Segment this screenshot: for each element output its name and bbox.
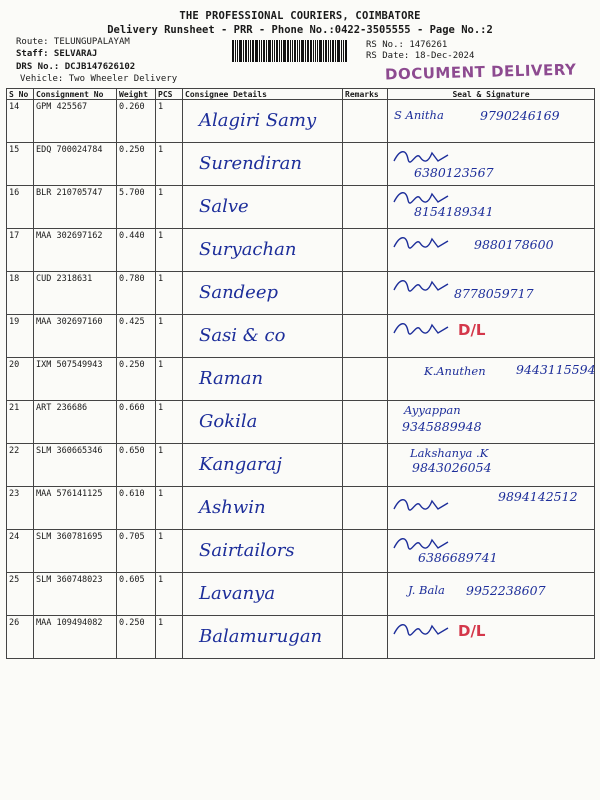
barcode-bar — [266, 40, 267, 62]
barcode-bar — [250, 40, 251, 62]
cell-consignee — [183, 272, 343, 315]
signature-name: Lakshanya .K — [410, 446, 489, 460]
cell-sno: 22 — [7, 444, 34, 487]
cell-consignee — [183, 487, 343, 530]
dl-mark: D/L — [458, 622, 486, 640]
consignee-handwritten-name: Salve — [199, 196, 249, 217]
barcode-bar — [283, 40, 286, 62]
barcode-bar — [239, 40, 242, 62]
table-header-row — [7, 89, 595, 100]
barcode-bar — [328, 40, 329, 62]
route-label: Route: TELUNGUPALAYAM — [16, 37, 130, 47]
barcode-bar — [332, 40, 334, 62]
table-row — [7, 143, 595, 186]
cell-weight: 5.700 — [117, 186, 156, 229]
barcode-bar — [305, 40, 306, 62]
barcode-bar — [245, 40, 247, 62]
cell-consignee — [183, 573, 343, 616]
cell-consignment-no: GPM 425567 — [34, 100, 117, 143]
receiver-phone: 9790246169 — [480, 108, 560, 123]
cell-remarks — [343, 487, 388, 530]
cell-seal-signature — [388, 272, 595, 315]
barcode-bar — [248, 40, 249, 62]
cell-sno: 16 — [7, 186, 34, 229]
cell-weight: 0.650 — [117, 444, 156, 487]
cell-consignee — [183, 186, 343, 229]
cell-pcs: 1 — [156, 530, 183, 573]
runsheet-subtitle: Delivery Runsheet - PRR - Phone No.:0422-3505555 - Page No.:2 — [107, 24, 493, 36]
barcode-bar — [237, 40, 238, 62]
cell-consignee — [183, 315, 343, 358]
consignee-handwritten-name: Lavanya — [199, 583, 276, 604]
receiver-phone: 9345889948 — [402, 419, 482, 434]
cell-seal-signature — [388, 143, 595, 186]
barcode-bar — [263, 40, 265, 62]
col-remarks-header: Remarks — [343, 89, 388, 100]
signature-name: S Anitha — [394, 108, 444, 122]
barcode-bar — [292, 40, 293, 62]
table-row — [7, 100, 595, 143]
cell-consignment-no: IXM 507549943 — [34, 358, 117, 401]
signature-scribble — [392, 147, 452, 167]
col-signature-header: Seal & Signature — [388, 89, 595, 100]
rs-number: RS No.: 1476261 — [366, 40, 448, 50]
signature-name: J. Bala — [408, 583, 445, 597]
table-row — [7, 444, 595, 487]
cell-sno: 25 — [7, 573, 34, 616]
barcode-bar — [313, 40, 314, 62]
cell-consignment-no: CUD 2318631 — [34, 272, 117, 315]
rs-date: RS Date: 18-Dec-2024 — [366, 51, 475, 61]
cell-remarks — [343, 315, 388, 358]
cell-seal-signature — [388, 530, 595, 573]
cell-seal-signature — [388, 186, 595, 229]
barcode-bar — [276, 40, 278, 62]
barcode-bar — [301, 40, 304, 62]
consignee-handwritten-name: Kangaraj — [199, 454, 282, 475]
signature-scribble — [392, 233, 452, 253]
barcode-bar — [299, 40, 300, 62]
cell-seal-signature — [388, 229, 595, 272]
table-row — [7, 272, 595, 315]
col-consignee-header: Consignee Details — [183, 89, 343, 100]
page-title: THE PROFESSIONAL COURIERS, COIMBATORE — [179, 10, 421, 22]
cell-consignee — [183, 358, 343, 401]
cell-consignment-no: MAA 109494082 — [34, 616, 117, 659]
signature-scribble — [392, 495, 452, 515]
dl-mark: D/L — [458, 321, 486, 339]
cell-seal-signature — [388, 487, 595, 530]
consignee-handwritten-name: Sandeep — [199, 282, 279, 303]
barcode-bar — [345, 40, 347, 62]
barcode-bar — [307, 40, 309, 62]
cell-pcs: 1 — [156, 358, 183, 401]
cell-remarks — [343, 573, 388, 616]
barcode-bar — [294, 40, 296, 62]
receiver-phone: 6386689741 — [418, 550, 498, 565]
cell-remarks — [343, 444, 388, 487]
cell-consignment-no: MAA 302697160 — [34, 315, 117, 358]
cell-weight: 0.705 — [117, 530, 156, 573]
cell-weight: 0.780 — [117, 272, 156, 315]
cell-weight: 0.440 — [117, 229, 156, 272]
cell-sno: 14 — [7, 100, 34, 143]
cell-pcs: 1 — [156, 272, 183, 315]
staff-label: Staff: SELVARAJ — [16, 49, 98, 59]
barcode-bar — [279, 40, 280, 62]
barcode-bar — [255, 40, 258, 62]
cell-pcs: 1 — [156, 143, 183, 186]
cell-weight: 0.260 — [117, 100, 156, 143]
cell-sno: 21 — [7, 401, 34, 444]
barcode-bar — [325, 40, 327, 62]
barcode-bar — [290, 40, 291, 62]
col-weight-header: Weight — [117, 89, 156, 100]
barcode-bar — [297, 40, 298, 62]
barcode-bar — [274, 40, 275, 62]
col-sno-header: S No — [7, 89, 34, 100]
barcode-bar — [243, 40, 244, 62]
cell-consignee — [183, 100, 343, 143]
cell-pcs: 1 — [156, 487, 183, 530]
cell-remarks — [343, 616, 388, 659]
receiver-phone: 9843026054 — [412, 460, 492, 475]
barcode-bar — [315, 40, 316, 62]
barcode-bar — [287, 40, 289, 62]
receiver-phone: 6380123567 — [414, 165, 494, 180]
table-row — [7, 616, 595, 659]
cell-seal-signature — [388, 616, 595, 659]
cell-consignment-no: SLM 360665346 — [34, 444, 117, 487]
barcode-bar — [337, 40, 340, 62]
cell-weight: 0.610 — [117, 487, 156, 530]
cell-consignment-no: SLM 360748023 — [34, 573, 117, 616]
barcode-bar — [259, 40, 260, 62]
cell-consignment-no: EDQ 700024784 — [34, 143, 117, 186]
signature-scribble — [392, 319, 452, 339]
cell-seal-signature — [388, 401, 595, 444]
cell-sno: 26 — [7, 616, 34, 659]
cell-weight: 0.425 — [117, 315, 156, 358]
consignee-handwritten-name: Sairtailors — [199, 540, 295, 561]
table-row — [7, 401, 595, 444]
cell-pcs: 1 — [156, 186, 183, 229]
cell-consignee — [183, 143, 343, 186]
table-row — [7, 229, 595, 272]
cell-sno: 19 — [7, 315, 34, 358]
cell-pcs: 1 — [156, 616, 183, 659]
receiver-phone: 9443115594 — [516, 362, 596, 377]
cell-weight: 0.660 — [117, 401, 156, 444]
cell-sno: 20 — [7, 358, 34, 401]
cell-remarks — [343, 401, 388, 444]
cell-consignment-no: ART 236686 — [34, 401, 117, 444]
cell-weight: 0.605 — [117, 573, 156, 616]
receiver-phone: 9894142512 — [498, 489, 578, 504]
barcode-bar — [335, 40, 336, 62]
cell-pcs: 1 — [156, 229, 183, 272]
cell-consignee — [183, 616, 343, 659]
receiver-phone: 9952238607 — [466, 583, 546, 598]
consignee-handwritten-name: Sasi & co — [199, 325, 286, 346]
cell-weight: 0.250 — [117, 358, 156, 401]
receiver-phone: 8778059717 — [454, 286, 534, 301]
receiver-phone: 9880178600 — [474, 237, 554, 252]
cell-remarks — [343, 530, 388, 573]
cell-consignment-no: SLM 360781695 — [34, 530, 117, 573]
document-delivery-stamp: DOCUMENT DELIVERY — [384, 60, 577, 84]
barcode-bar — [310, 40, 312, 62]
consignee-handwritten-name: Alagiri Samy — [199, 110, 317, 131]
cell-seal-signature — [388, 573, 595, 616]
signature-name: Ayyappan — [404, 403, 461, 417]
cell-seal-signature — [388, 358, 595, 401]
consignee-handwritten-name: Surendiran — [199, 153, 302, 174]
consignee-handwritten-name: Raman — [199, 368, 264, 389]
cell-pcs: 1 — [156, 315, 183, 358]
cell-remarks — [343, 358, 388, 401]
table-row — [7, 530, 595, 573]
col-pcs-header: PCS — [156, 89, 183, 100]
cell-seal-signature — [388, 315, 595, 358]
signature-name: K.Anuthen — [424, 364, 486, 378]
barcode-bar — [261, 40, 262, 62]
cell-consignee — [183, 401, 343, 444]
consignee-handwritten-name: Suryachan — [199, 239, 297, 260]
consignee-handwritten-name: Balamurugan — [199, 626, 323, 647]
cell-pcs: 1 — [156, 444, 183, 487]
cell-pcs: 1 — [156, 401, 183, 444]
table-row — [7, 573, 595, 616]
table-row — [7, 315, 595, 358]
cell-pcs: 1 — [156, 100, 183, 143]
barcode-bar — [317, 40, 318, 62]
cell-seal-signature — [388, 100, 595, 143]
cell-weight: 0.250 — [117, 616, 156, 659]
col-consignment-header: Consignment No — [34, 89, 117, 100]
cell-sno: 17 — [7, 229, 34, 272]
cell-pcs: 1 — [156, 573, 183, 616]
table-row — [7, 358, 595, 401]
barcode-bar — [341, 40, 342, 62]
cell-sno: 18 — [7, 272, 34, 315]
barcode-bar — [323, 40, 324, 62]
barcode-bar — [272, 40, 273, 62]
signature-scribble — [392, 276, 452, 296]
cell-consignee — [183, 229, 343, 272]
barcode-bar — [235, 40, 236, 62]
drs-number: DRS No.: DCJB147626102 — [16, 62, 136, 72]
cell-weight: 0.250 — [117, 143, 156, 186]
barcode-bar — [319, 40, 322, 62]
barcode-bar — [232, 40, 234, 62]
cell-consignee — [183, 444, 343, 487]
cell-consignment-no: BLR 210705747 — [34, 186, 117, 229]
cell-remarks — [343, 143, 388, 186]
cell-consignee — [183, 530, 343, 573]
vehicle-label: Vehicle: Two Wheeler Delivery — [20, 74, 178, 84]
barcode-bar — [330, 40, 331, 62]
barcode-bar — [281, 40, 282, 62]
runsheet-table — [6, 88, 595, 659]
cell-remarks — [343, 100, 388, 143]
barcode-bar — [268, 40, 271, 62]
consignee-handwritten-name: Gokila — [199, 411, 258, 432]
barcode — [232, 40, 354, 62]
cell-seal-signature — [388, 444, 595, 487]
cell-consignment-no: MAA 302697162 — [34, 229, 117, 272]
receiver-phone: 8154189341 — [414, 204, 494, 219]
consignee-handwritten-name: Ashwin — [199, 497, 266, 518]
signature-scribble — [392, 620, 452, 640]
cell-sno: 24 — [7, 530, 34, 573]
cell-remarks — [343, 229, 388, 272]
table-row — [7, 186, 595, 229]
cell-consignment-no: MAA 576141125 — [34, 487, 117, 530]
cell-remarks — [343, 186, 388, 229]
barcode-bar — [343, 40, 344, 62]
barcode-bar — [252, 40, 254, 62]
table-row — [7, 487, 595, 530]
cell-sno: 15 — [7, 143, 34, 186]
cell-sno: 23 — [7, 487, 34, 530]
cell-remarks — [343, 272, 388, 315]
